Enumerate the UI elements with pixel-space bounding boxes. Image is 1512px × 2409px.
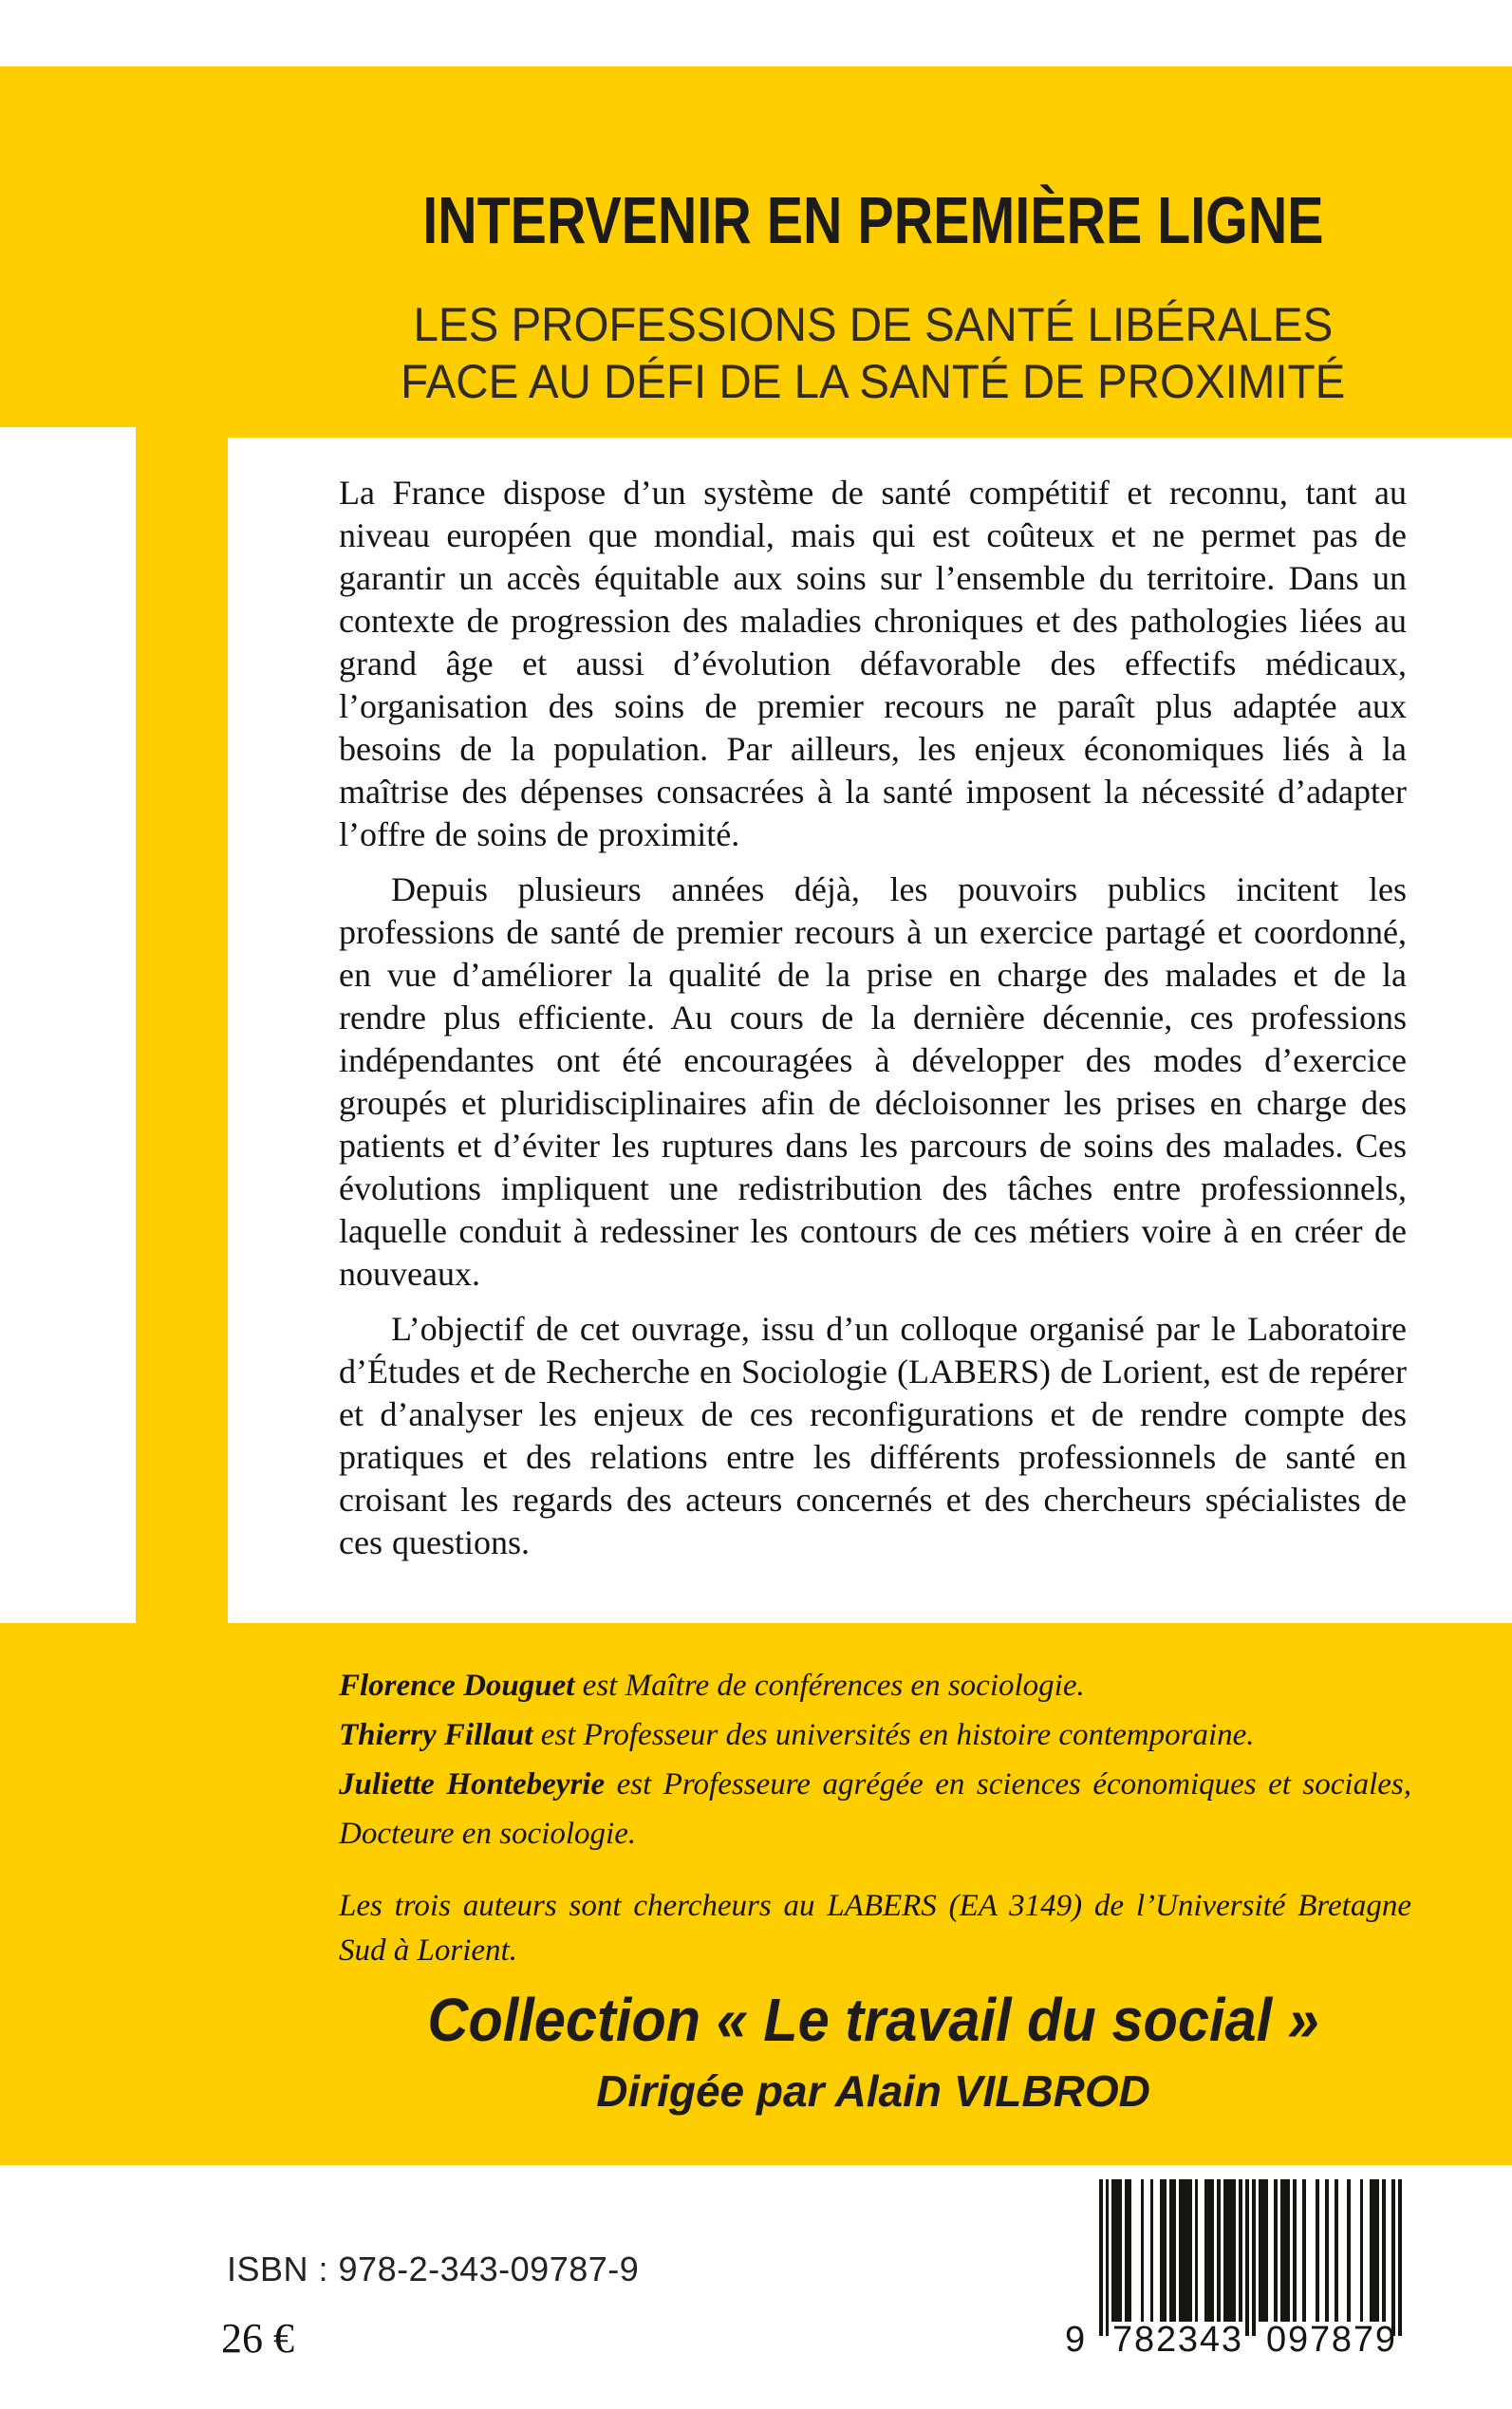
- white-left-column: [0, 427, 136, 1623]
- author-entry: [339, 1710, 1411, 1760]
- synopsis: [339, 472, 1407, 1564]
- collection-director: Dirigée par Alain VILBROD: [596, 2066, 1150, 2116]
- author-description: est Professeure agrégée en sciences économiques et sociales, Docteure en sociologie.: [339, 1767, 1411, 1851]
- isbn-text: ISBN : 978-2-343-09787-9: [227, 2250, 640, 2288]
- book-subtitle-line-1: LES PROFESSIONS DE SANTÉ LIBÉRALES: [413, 298, 1334, 351]
- synopsis-paragraph-1: La France dispose d’un système de santé compétitif et reconnu, tant au niveau européen que mondial, mais qui est coûteux et ne permet pas de garantir un accès équitable aux soins sur l’ensemble du territoire. Dans un contexte de progression des maladies chroniques et des pathologies liées au grand âge et aussi d’évolution défavorable des effectifs médicaux, l’organisation des soins de premier recours ne paraît plus adaptée aux besoins de la population. Par ailleurs, les enjeux économiques liés à la maîtrise des dépenses consacrées à la santé imposent la nécessité d’adapter l’offre de soins de proximité.: [339, 474, 1407, 853]
- author-entry: [339, 1661, 1411, 1710]
- barcode-digit-first: 9: [1065, 2320, 1086, 2360]
- author-name: Florence Douguet: [339, 1669, 575, 1703]
- author-description: est Maître de conférences en sociologie.: [574, 1669, 1085, 1703]
- book-title: INTERVENIR EN PREMIÈRE LIGNE: [422, 183, 1324, 257]
- collection-title: Collection « Le travail du social »: [427, 1986, 1319, 2054]
- ean13-barcode: [1065, 2179, 1412, 2369]
- authors-block: [339, 1661, 1411, 1858]
- barcode-digits-left: 7 8 2 3 4 3: [1112, 2320, 1241, 2360]
- collection-block: [256, 1987, 1490, 2116]
- barcode-digits-right: 0 9 7 8 7 9: [1266, 2320, 1395, 2360]
- author-entry: [339, 1760, 1411, 1858]
- synopsis-paragraph-3: L’objectif de cet ouvrage, issu d’un colloque organisé par le Laboratoire d’Études et de Recherche en Sociologie (LABERS) de Lorient, est de repérer et d’analyser les enjeux de ces reconfigurations et de rendre compte des pratiques et des relations entre les différents professionnels de santé en croisant les regards des acteurs concernés et des chercheurs spécialistes de ces questions.: [339, 1310, 1407, 1561]
- synopsis-paragraph-2: Depuis plusieurs années déjà, les pouvoirs publics incitent les professions de santé de premier recours à un exercice partagé et coordonné, en vue d’améliorer la qualité de la prise en charge des malades et de la rendre plus efficiente. Au cours de la dernière décennie, ces professions indépendantes ont été encouragées à développer des modes d’exercice groupés et pluridisciplinaires afin de décloisonner les prises en charge des patients et d’éviter les ruptures dans les parcours de soins des malades. Ces évolutions impliquent une redistribution des tâches entre professionnels, laquelle conduit à redessiner les contours de ces métiers voire à en créer de nouveaux.: [339, 870, 1407, 1293]
- barcode-bars: [1099, 2179, 1403, 2337]
- author-name: Thierry Fillaut: [339, 1718, 533, 1752]
- book-subtitle-line-2: FACE AU DÉFI DE LA SANTÉ DE PROXIMITÉ: [401, 355, 1346, 408]
- authors-note: Les trois auteurs sont chercheurs au LABERS (EA 3149) de l’Université Bretagne Sud à Lorient.: [339, 1889, 1411, 1968]
- author-description: est Professeur des universités en histoire contemporaine.: [532, 1718, 1255, 1752]
- yellow-vertical-strip: [136, 427, 228, 1623]
- author-name: Juliette Hontebeyrie: [339, 1767, 606, 1802]
- price-text: 26 €: [221, 2315, 294, 2362]
